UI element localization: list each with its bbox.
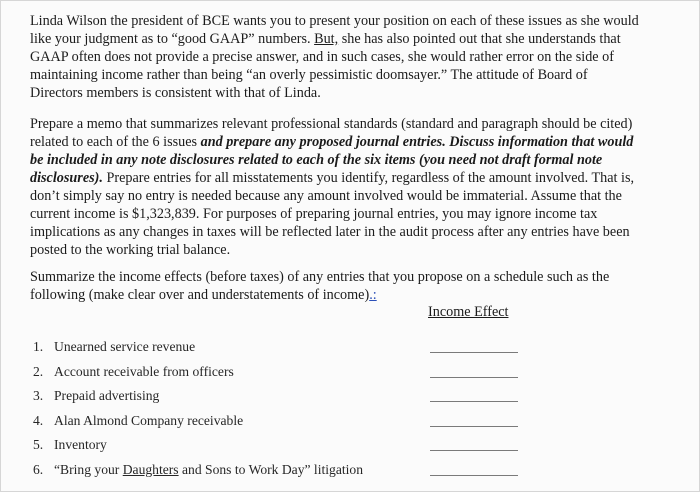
income-effect-blank [430,450,518,451]
schedule-item-unearned-service-revenue [33,336,673,361]
item-number: 6. [33,461,44,477]
item-number: 4. [33,412,44,428]
paragraph1-text-a: Linda Wilson the president of BCE wants you to present your position on each of these issues as she would like your judgment as to “good GAAP” numbers. [30,13,639,47]
item-number: 5. [33,437,44,452]
paragraph1-but: But, [314,31,339,47]
schedule-item-account-receivable-officers [33,361,673,386]
item-number: 3. [33,388,44,403]
paragraph2-text-b: Prepare entries for all misstatements you identify, regardless of the amount involved. That is, don’t simply say no entry is needed because any amount involved would be immaterial. Assume that the current income is $1,323,839. For purposes of preparing journal entries, you may ignore income tax implications as any changes in taxes will be reflected later in the audit process after any entries have been posted to the working trial balance. [30,170,635,258]
paragraph3-trail: .: [369,287,377,303]
schedule-item-inventory [33,434,673,459]
paragraph3-text: Summarize the income effects (before taxes) of any entries that you propose on a schedule such as the following (make clear over and understatements of income) [30,269,610,303]
schedule-item-litigation [33,459,673,484]
item-label-daughters: Daughters [122,461,179,477]
paragraph2-text-a: Prepare a memo that summarizes relevant professional standards (standard and paragraph should be cited) related to each of the 6 issues [30,116,633,150]
item-label-part-a: “Bring your [54,461,123,477]
item-label: Alan Almond Company receivable [54,412,244,428]
paragraph2-bold-instructions: and prepare any proposed journal entries. Discuss information that would be included in any note disclosures related to each of the six items (you need not draft formal note disclosures). [30,134,634,186]
item-label: Unearned service revenue [54,339,196,354]
paragraph-linda-wilson [30,12,642,102]
item-label: Inventory [54,437,107,452]
income-effect-header: Income Effect [428,304,509,320]
income-effect-blank [430,377,518,378]
schedule-list [33,336,673,483]
income-effect-blank [430,426,518,427]
paragraph-prepare-memo [30,115,642,259]
item-label-part-b: and Sons to Work Day” litigation [178,461,364,477]
item-label [54,461,363,479]
income-effect-blank [430,401,518,402]
item-number: 1. [33,339,44,354]
schedule-item-prepaid-advertising [33,385,673,410]
paragraph-summarize [30,268,642,304]
item-label: Prepaid advertising [54,388,160,403]
item-label: Account receivable from officers [54,363,234,379]
item-number: 2. [33,363,44,379]
paragraph1-text-b: she has also pointed out that she understands that GAAP often does not provide a precise answer, and in such cases, she would rather error on the side of maintaining income rather than being “an overly pessimistic doomsayer.” The attitude of Board of Directors members is consistent with that of Linda. [30,31,621,101]
income-effect-blank [430,475,518,476]
income-effect-blank [430,352,518,353]
schedule-item-alan-almond-receivable [33,410,673,435]
